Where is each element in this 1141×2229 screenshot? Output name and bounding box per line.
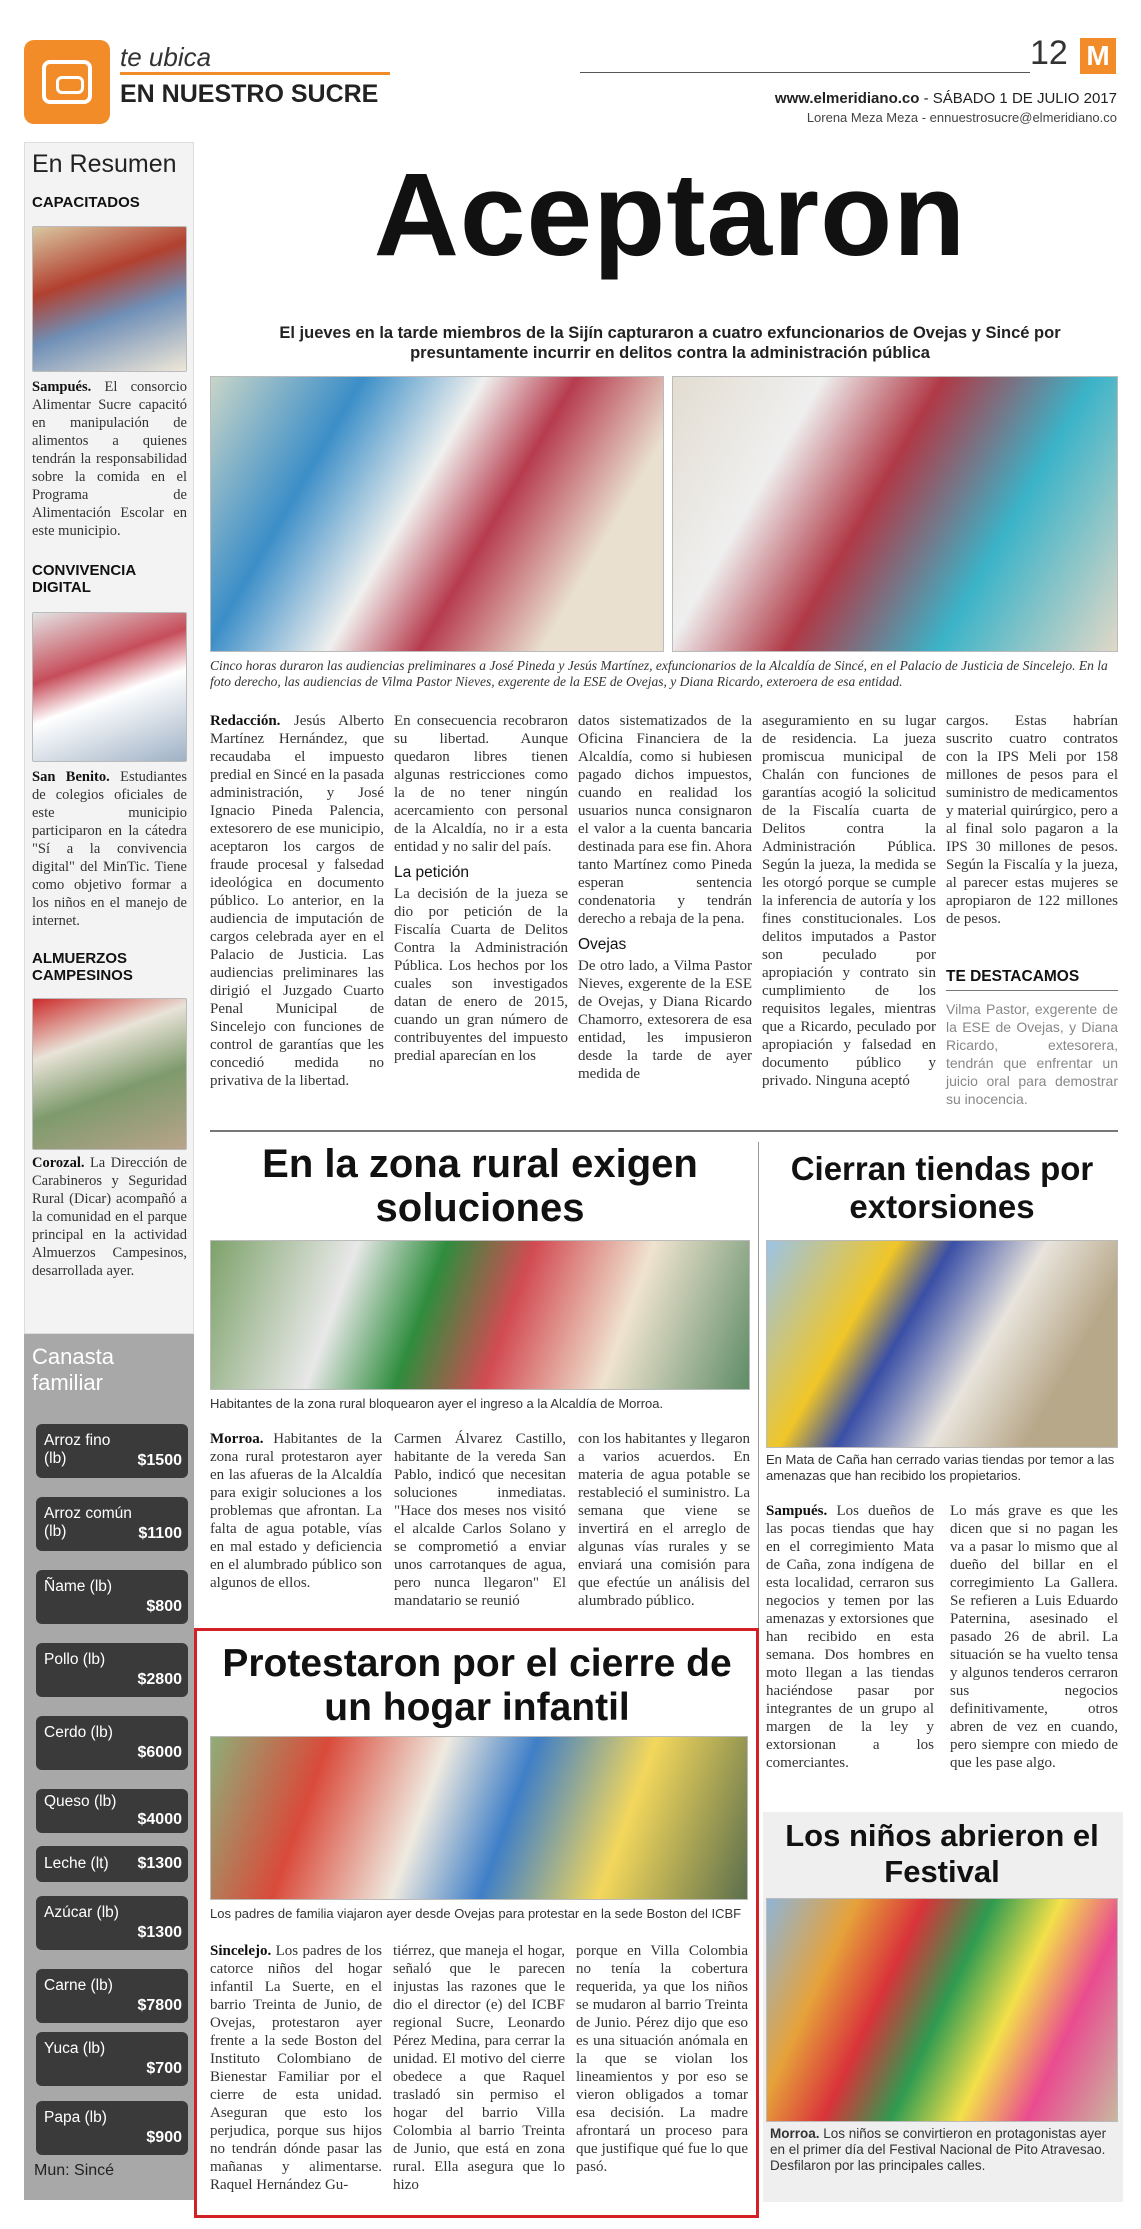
tiendas-column-2: Lo más grave es que les dicen que si no pagan les va a pasar lo mismo que al dueño del billar en el corregimiento La Gallera. Se refieren a Luis Eduardo Paternina, asesinado el pasado 26 de abril. La situación se ha vuelto tensa y algunos tenderos cerraron sus negocios definitivamente, otros abren de vez en cuando, pero siempre con miedo de que les pase algo. — [950, 1503, 1118, 1771]
price-item: Arroz común (lb) $1100 — [36, 1497, 188, 1551]
main-photo-caption: Cinco horas duraron las audiencias preliminares a José Pineda y Jesús Martínez, exfuncionarios de la Alcaldía de Sincé, en el Palacio de Justicia de Sincelejo. En la foto derecho, las audiencias de Vilma Pastor Nieves, exgerente de la ESE de Ovejas, y Diana Ricardo, exteroera de esa entidad. — [210, 658, 1108, 689]
festival-caption: Morroa. Los niños se convirtieron en protagonistas ayer en el primer día del Festival Nacional de Pito Atravesao. Desfilaron por las principales calles. — [770, 2126, 1107, 2173]
price-item: Carne (lb) $7800 — [36, 1969, 188, 2023]
sidebar-text: Sampués. El consorcio Alimentar Sucre capacitó en manipulación de alimentos a quienes tendrán la responsabilidad sobre la comida en el Programa de Alimentación Escolar en este municipio. — [32, 379, 187, 539]
festival-photo — [766, 1898, 1118, 2122]
destacamos-title: TE DESTACAMOS — [946, 968, 1080, 985]
sidebar-photo — [32, 612, 187, 762]
brand-logo: M — [1080, 38, 1116, 74]
sidebar-heading: CAPACITADOS — [32, 194, 140, 211]
price-item: Arroz fino (lb) $1500 — [36, 1424, 188, 1478]
main-column-3: datos sistematizados de la Oficina Financiera de la Alcaldía, como si hubiesen pagado dichos impuestos, cuando en realidad los usuarios nunca consignaron el valor a la cuenta bancaria destinada para ese fin. Ahora tanto Martínez como Pineda esperan sentencia condenatoria y tendrán derecho a rebaja de la pena. Ovejas De otro lado, a Vilma Pastor Nieves, exgerente de la ESE de Ovejas, y Diana Ricardo Chamorro, extesorera de esa entidad, les impusieron desde la tarde de ayer medida de — [578, 713, 752, 1082]
price-item: Papa (lb) $900 — [36, 2101, 188, 2155]
price-item: Queso (lb) $4000 — [36, 1789, 188, 1833]
sidebar-text: Corozal. La Dirección de Carabineros y Seguridad Rural (Dicar) acompañó a la comunidad en el parque principal en la actividad Almuerzos Campesinos, desarrollada ayer. — [32, 1155, 187, 1279]
canasta-municipality: Mun: Sincé — [34, 2162, 115, 2179]
sidebar-photo — [32, 226, 187, 372]
main-headline: Aceptaron — [373, 149, 967, 281]
tiendas-headline: Cierran tiendas por extorsiones — [790, 1150, 1094, 1225]
destacamos-rule — [946, 990, 1118, 991]
rural-column-3: con los habitantes y llegaron a varios acuerdos. En materia de agua potable se restableció el suministro. La semana que viene se invertirá en el arreglo de algunas vías rurales y se enviará una comisión para que efectúe un análisis del alumbrado público. — [578, 1431, 750, 1609]
main-subhead: El jueves en la tarde miembros de la Sijín capturaron a cuatro exfuncionarios de Ovejas y Sincé por presuntamente incurrir en delitos contra la administración pública — [279, 324, 1061, 362]
rural-photo — [210, 1240, 750, 1390]
hogar-column-3: porque en Villa Colombia no tenía la cobertura requerida, ya que los niños se mudaron al barrio Treinta de Junio. Pérez dijo que eso es una situación anómala en la que se violan los lineamientos y por eso se vieron obligados a tomar esa decisión. La madre afrontará un proceso para que justifique qué fue lo que pasó. — [576, 1943, 748, 2175]
section-title: EN NUESTRO SUCRE — [120, 80, 379, 108]
main-column-1: Redacción. Jesús Alberto Martínez Hernández, que recaudaba el impuesto predial en Sincé en la pasada administración, y José Ignacio Pineda Palencia, extesorero de ese municipio, aceptaron los cargos de fraude procesal y falsedad ideológica en documento público. Lo anterior, en la audiencia de imputación de cargos celebrada ayer en el Palacio de Justicia. Las audiencias preliminares las dirigió el Juzgado Cuarto Penal Municipal de Sincelejo con funciones de control de garantías que les concedió medida no privativa de la libertad. — [210, 713, 384, 1089]
sidebar-text: San Benito. Estudiantes de colegios oficiales de este municipio participaron en la cátedra "Sí a la convivencia digital" del MinTic. Tiene como objetivo formar a los niños en el manejo de internet. — [32, 769, 187, 929]
page-number: 12 — [1030, 34, 1068, 72]
section-logo — [24, 40, 110, 124]
tiendas-photo — [766, 1240, 1118, 1448]
sidebar-photo — [32, 998, 187, 1150]
price-item: Leche (lt) $1300 — [36, 1846, 188, 1882]
hogar-column-2: tiérrez, que maneja el hogar, señaló que le parecen injustas las razones que le dio el director (e) del ICBF regional Sucre, Leonardo Pérez Medina, para cerrar la unidad. El motivo del cierre obedece a que Raquel trasladó sin permiso el hogar del barrio Villa Colombia al barrio Treinta de Junio, que está en zona rural. Ella asegura que lo hizo — [393, 1943, 565, 2193]
destacamos-text: Vilma Pastor, exgerente de la ESE de Ovejas, y Diana Ricardo, extesorera, tendrán que enfrentar un juicio oral para demostrar su inocencia. — [946, 1001, 1118, 1107]
hogar-headline: Protestaron por el cierre de un hogar infantil — [222, 1642, 732, 1729]
masthead-line — [775, 90, 1117, 107]
price-item: Yuca (lb) $700 — [36, 2032, 188, 2086]
festival-headline: Los niños abrieron el Festival — [785, 1818, 1099, 1889]
main-photo-right — [672, 376, 1118, 652]
hogar-caption: Los padres de familia viajaron ayer desde Ovejas para protestar en la sede Boston del ICBF — [210, 1906, 742, 1921]
section-underline — [120, 72, 390, 75]
tiendas-caption: En Mata de Caña han cerrado varias tiendas por temor a las amenazas que han recibido los propietarios. — [766, 1452, 1115, 1483]
rural-headline: En la zona rural exigen soluciones — [262, 1142, 698, 1230]
header-rule — [580, 72, 1030, 73]
main-column-5: cargos. Estas habrían suscrito cuatro contratos con la IPS Meli por 158 millones de pesos para el suministro de medicamentos y material quirúrgico, pero a al final solo pagaron a la IPS 30 millones de pesos. Según la Fiscalía y la jueza, al parecer estas mujeres se apropiaron de 122 millones de pesos. — [946, 713, 1118, 927]
sidebar-heading: ALMUERZOS CAMPESINOS — [32, 950, 133, 984]
main-photo-left — [210, 376, 664, 652]
section-kicker: te ubica — [120, 42, 212, 72]
sidebar-heading: CONVIVENCIA DIGITAL — [32, 562, 136, 596]
hogar-column-1: Sincelejo. Los padres de los catorce niños del hogar infantil La Suerte, en el barrio Treinta de Junio, de Ovejas, protestaron ayer frente a la sede Boston del Instituto Colombiano de Bienestar Familiar por el cierre de esta unidad. Aseguran que esto los perjudica, porque sus hijos no tendrán dónde pasar las mañanas y alimentarse. Raquel Hernández Gu- — [210, 1943, 382, 2193]
sidebar-title: En Resumen — [32, 150, 177, 178]
rural-column-1: Morroa. Habitantes de la zona rural protestaron ayer en las afueras de la Alcaldía para exigir soluciones a los problemas que afrontan. La falta de agua potable, vías en mal estado y deficiencia en el alumbrado público son algunos de ellos. — [210, 1431, 382, 1591]
price-item: Ñame (lb) $800 — [36, 1570, 188, 1624]
price-item: Cerdo (lb) $6000 — [36, 1716, 188, 1770]
section-divider — [210, 1130, 1118, 1132]
price-item: Pollo (lb) $2800 — [36, 1643, 188, 1697]
issue-date: - SÁBADO 1 DE JULIO 2017 — [923, 90, 1117, 107]
price-item: Azúcar (lb) $1300 — [36, 1896, 188, 1950]
canasta-title: Canasta familiar — [32, 1344, 114, 1395]
main-column-2: En consecuencia recobraron su libertad. Aunque quedaron libres tienen algunas restricciones como la de no tener ningún acercamiento con personal de la Alcaldía, no ir a esta entidad y no salir del país. La petición La decisión de la jueza se dio por petición de la Fiscalía Cuarta de Delitos Contra la Administración Pública. Los hechos por los cuales son investigados datan de enero de 2015, cuando un gran número de contribuyentes del impuesto predial aparecían en los — [394, 713, 568, 1064]
rural-column-2: Carmen Álvarez Castillo, habitante de la vereda San Pablo, indicó que necesitan soluciones inmediatas. "Hace dos meses nos visitó el alcalde Carlos Solano y se comprometió a enviar unos carrotanques de agua, pero nunca llegaron" El mandatario se reunió — [394, 1431, 566, 1609]
tiendas-column-1: Sampués. Los dueños de las pocas tiendas que hay en el corregimiento Mata de Caña, zona indígena de esta localidad, cerraron sus negocios y temen por las amenazas y extorsiones que han recibido en esta semana. Dos hombres en moto llegan a las tiendas haciéndose pasar por integrantes de un grupo al margen de la ley y extorsionan a los comerciantes. — [766, 1503, 934, 1771]
byline: Lorena Meza Meza - ennuestrosucre@elmeridiano.co — [806, 110, 1117, 125]
hogar-photo — [210, 1736, 748, 1900]
rural-caption: Habitantes de la zona rural bloquearon ayer el ingreso a la Alcaldía de Morroa. — [210, 1396, 664, 1411]
main-column-4: aseguramiento en su lugar de residencia. La jueza promiscua municipal de Chalán con funciones de garantías acogió la solicitud de la Fiscalía cuarta de Delitos contra la Administración Pública. Según la jueza, la medida se les otorgó porque se cumple la inferencia de autoría y los fines constitucionales. Los delitos imputados a Pastor son peculado por apropiación y contrato sin cumplimiento de los requisitos legales, mientras que a Ricardo, peculado por apropiación y falsedad en documento público y privado. Ninguna aceptó — [762, 713, 936, 1089]
website[interactable]: www.elmeridiano.co — [774, 90, 920, 107]
